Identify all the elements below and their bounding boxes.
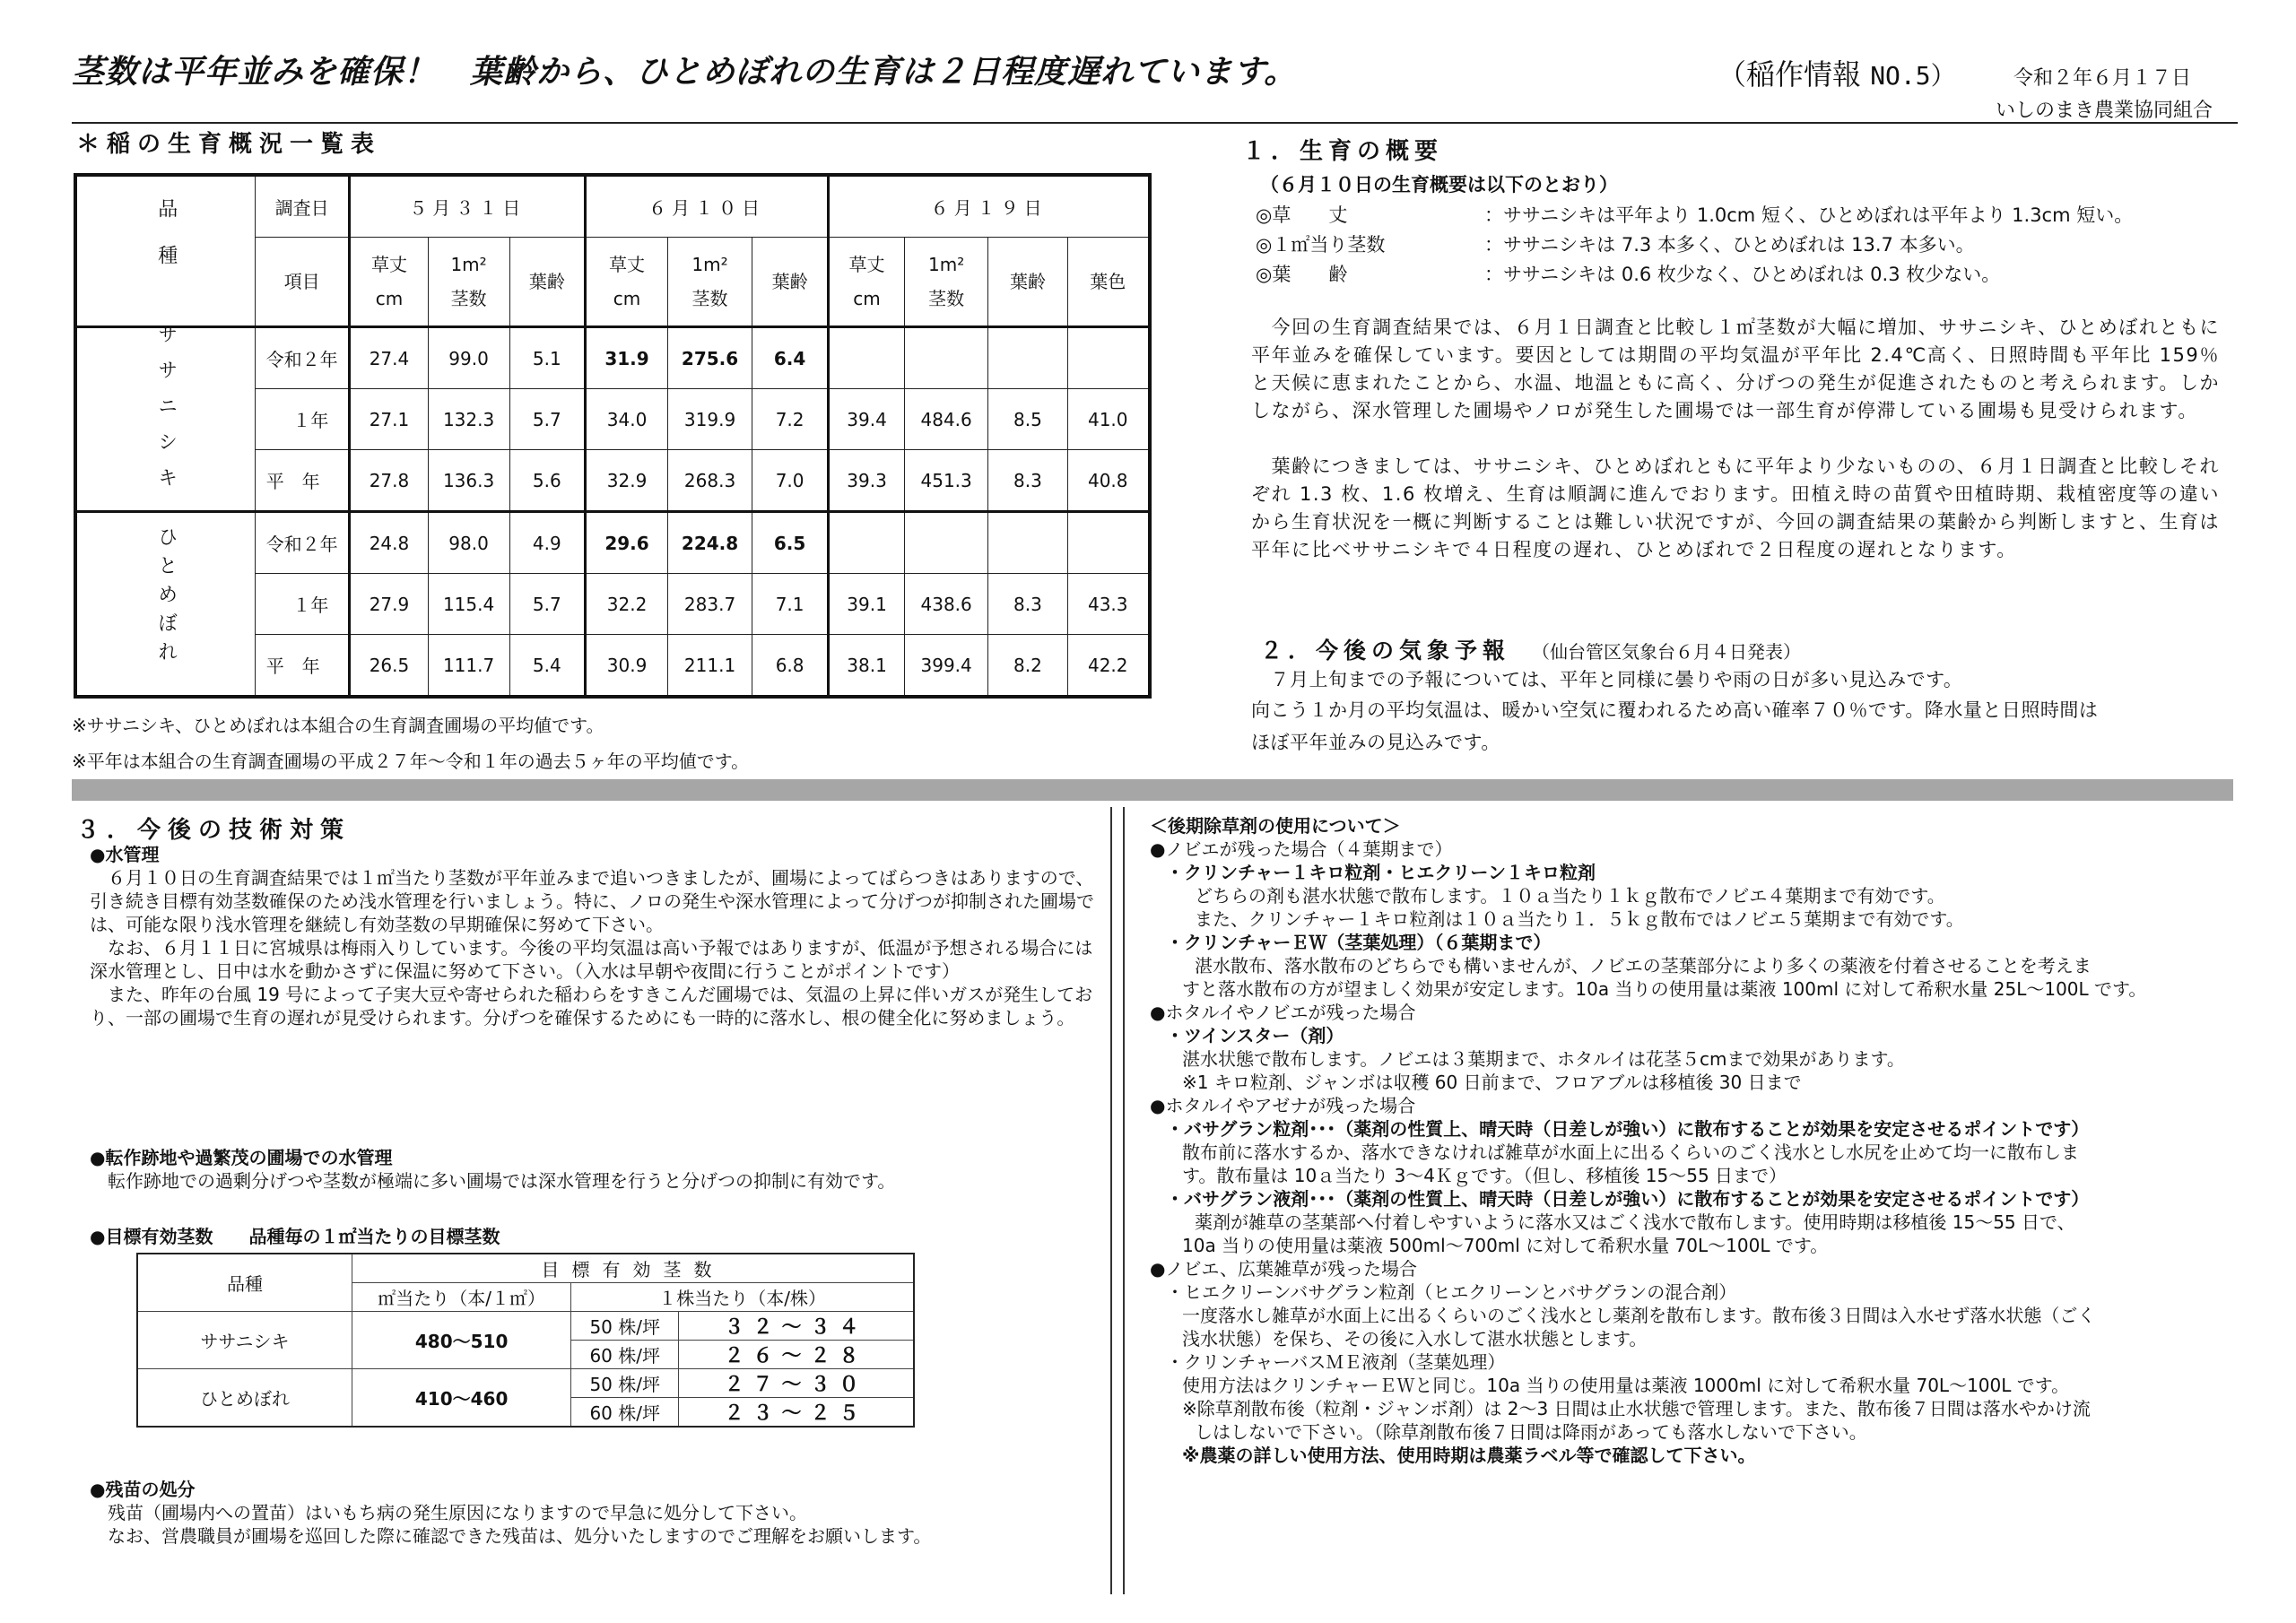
- herbicide-line: ・ヒエクリーンバサグラン粒剤（ヒエクリーンとバサグランの混合剤）: [1166, 1281, 1737, 1303]
- growth-table: [74, 173, 1152, 699]
- value-cell: 136.3: [428, 450, 509, 512]
- herbicide-line: 湛水状態で散布します。ノビエは３葉期まで、ホタルイは花茎５cmまで効果があります。: [1182, 1048, 1905, 1070]
- converted-field-management: [90, 1146, 1094, 1193]
- value-cell: 26.5: [350, 635, 428, 698]
- value-cell: 5.1: [509, 327, 585, 389]
- header-date: ６月１０日: [586, 175, 829, 238]
- value-cell: 41.0: [1067, 389, 1150, 450]
- variety-name-text: ササニシキ: [154, 323, 178, 503]
- bulletin-number: NO.5）: [1870, 61, 1956, 91]
- table-header-row: [75, 175, 1150, 238]
- value-cell: 6.8: [752, 635, 829, 698]
- herbicide-line: ・クリンチャーバスＭＥ液剤（茎葉処理）: [1166, 1351, 1506, 1373]
- target-row: [137, 1369, 914, 1398]
- value-cell: 43.3: [1067, 574, 1150, 635]
- target-heading-text: ●目標有効茎数 品種毎の１㎡当たりの目標茎数: [90, 1226, 500, 1247]
- value-cell: [988, 512, 1067, 574]
- sub-stems-label: 1m²: [450, 254, 487, 275]
- seedling-paragraph: なお、営農職員が圃場を巡回した際に確認できた残苗は、処分いたしますのでご理解をお願いします。: [90, 1525, 932, 1547]
- row-label: 平年: [255, 635, 349, 698]
- herbicide-line: ・バサグラン液剤･･･（薬剤の性質上、晴天時（日差しが強い）に散布することが効果を安定させるポイントです）: [1166, 1188, 2090, 1210]
- target-per-hill: ２６～２８: [679, 1341, 914, 1369]
- bulletin-title-text: （稲作情報: [1718, 57, 1862, 91]
- sub-stems-label: 1m²: [928, 254, 965, 275]
- value-cell: 7.0: [752, 450, 829, 512]
- growth-row: [75, 327, 1150, 389]
- header-rule: [72, 122, 2238, 124]
- herbicide-line: 使用方法はクリンチャーＥＷと同じ。10a 当りの使用量は薬液 1000ml に対して希釈水量 70L～100L です。: [1182, 1375, 2070, 1396]
- herbicide-line: ●ノビエ、広葉雑草が残った場合: [1150, 1258, 1418, 1280]
- header-variety-text: 品種: [154, 198, 178, 292]
- growth-row: [75, 512, 1150, 574]
- value-cell: 99.0: [428, 327, 509, 389]
- target-variety: ササニシキ: [137, 1312, 352, 1369]
- row-label: １年: [255, 574, 349, 635]
- value-cell: 319.9: [668, 389, 752, 450]
- value-cell: 283.7: [668, 574, 752, 635]
- herbicide-line: 湛水散布、落水散布のどちらでも構いませんが、ノビエの茎葉部分により多くの薬液を付着させることを考えま: [1195, 955, 2092, 976]
- sub-height-unit: cm: [613, 288, 641, 309]
- value-cell: 7.2: [752, 389, 829, 450]
- growth-table-body: [75, 323, 1150, 698]
- section-divider-bar: [72, 779, 2233, 801]
- target-per-m2: 480～510: [352, 1312, 570, 1369]
- sub-height-unit: cm: [853, 288, 881, 309]
- value-cell: 224.8: [668, 512, 752, 574]
- value-cell: 42.2: [1067, 635, 1150, 698]
- header-variety: [75, 175, 255, 327]
- value-cell: [1067, 327, 1150, 389]
- value-cell: 132.3: [428, 389, 509, 450]
- value-cell: 8.3: [988, 450, 1067, 512]
- sub-height-unit: cm: [375, 288, 404, 309]
- value-cell: 4.9: [509, 512, 585, 574]
- organization: いしのまき農業協同組合: [1996, 100, 2213, 122]
- herbicide-line: しはしないで下さい。（除草剤散布後７日間は降雨があっても落水しないで下さい。: [1195, 1421, 1867, 1443]
- value-cell: 6.4: [752, 327, 829, 389]
- section2-source: （仙台管区気象台６月４日発表）: [1532, 641, 1802, 663]
- sub-leaf-age: 葉齢: [988, 238, 1067, 327]
- table-note: ※平年は本組合の生育調査圃場の平成２７年～令和１年の過去５ヶ年の平均値です。: [72, 751, 750, 772]
- row-label: 令和２年: [255, 512, 349, 574]
- value-cell: 32.9: [586, 450, 668, 512]
- headline: 茎数は平年並みを確保！ 葉齢から、ひとめぼれの生育は２日程度遅れています。: [72, 54, 1298, 91]
- value-cell: 8.3: [988, 574, 1067, 635]
- sub-stems: [668, 238, 752, 327]
- section3-title: ３．今後の技術対策: [76, 817, 352, 844]
- target-per-hill: ２７～３０: [679, 1369, 914, 1398]
- target-col-target: 目標有効茎数: [352, 1254, 914, 1283]
- herbicide-line: ●ノビエが残った場合（４葉期まで）: [1150, 838, 1453, 860]
- herbicide-line: ・バサグラン粒剤･･･（薬剤の性質上、晴天時（日差しが強い）に散布することが効果を安定させるポイントです）: [1166, 1118, 2090, 1140]
- value-cell: 211.1: [668, 635, 752, 698]
- table-note: ※ササニシキ、ひとめぼれは本組合の生育調査圃場の平均値です。: [72, 715, 604, 736]
- water-management: [90, 843, 1094, 1029]
- row-label: 平年: [255, 450, 349, 512]
- target-per-m2: 410～460: [352, 1369, 570, 1428]
- sub-height-label: 草丈: [370, 254, 407, 275]
- herbicide-line: 一度落水し雑草が水面上に出るくらいのごく浅水とし薬剤を散布します。散布後３日間は入水せず落水状態（ごく: [1182, 1305, 2096, 1326]
- header-date: ６月１９日: [829, 175, 1150, 238]
- overview-height: [1256, 201, 2133, 228]
- herbicide-line: 浅水状態）を保ち、その後に入水して湛水状態とします。: [1182, 1328, 1648, 1350]
- overview-label: ◎葉 齢: [1256, 264, 1348, 285]
- target-col-per-m2: ㎡当たり（本/１㎡）: [352, 1283, 570, 1312]
- overview-leaf-age: [1256, 260, 2000, 287]
- value-cell: 98.0: [428, 512, 509, 574]
- value-cell: 31.9: [586, 327, 668, 389]
- bulletin-title: [1718, 52, 1956, 93]
- overview-text: ：ササニシキは 7.3 本多く、ひとめぼれは 13.7 本多い。: [1484, 234, 1975, 256]
- target-per-hill: ３２～３４: [679, 1312, 914, 1341]
- growth-table-heading: ＊稲の生育概況一覧表: [76, 131, 382, 158]
- column-divider: [1110, 807, 1125, 1594]
- sub-height-label: 草丈: [848, 254, 885, 275]
- herbicide-title: ＜後期除草剤の使用について＞: [1150, 815, 1401, 837]
- sub-stems-unit: 茎数: [928, 288, 965, 309]
- section2-title: [1260, 633, 1801, 665]
- target-heading: [90, 1225, 1094, 1248]
- target-row: [137, 1312, 914, 1341]
- forecast-line: ７月上旬までの予報については、平年と同様に曇りや雨の日が多い見込みです。: [1251, 669, 1963, 690]
- seedling-disposal: [90, 1478, 1094, 1548]
- water-paragraph: ６月１０日の生育調査結果では１㎡当たり茎数が平年並みまで追いつきましたが、圃場によってばらつきはありますので、引き続き目標有効茎数確保のため浅水管理を行いましょう。特に、ノロの発生や深水管理によって分げつが抑制された圃場では、可能な限り浅水管理を継続し有効茎数の早期確保に努めて下さい。: [90, 867, 1094, 935]
- water-heading: ●水管理: [90, 844, 160, 865]
- target-density: 50 株/坪: [571, 1312, 679, 1341]
- value-cell: 38.1: [829, 635, 905, 698]
- herbicide-section: [1150, 814, 2244, 1467]
- value-cell: 27.9: [350, 574, 428, 635]
- header-item: 項目: [255, 238, 349, 327]
- seedling-heading: ●残苗の処分: [90, 1479, 196, 1500]
- sub-height: [586, 238, 668, 327]
- seedling-paragraph: 残苗（圃場内への置苗）はいもち病の発生原因になりますので早急に処分して下さい。: [90, 1502, 807, 1523]
- target-col-per-hill: １株当たり（本/株）: [571, 1283, 914, 1312]
- section1-title: １．生育の概要: [1242, 138, 1444, 165]
- herbicide-line: ※除草剤散布後（粒剤・ジャンボ剤）は 2～3 日間は止水状態で管理します。また、散布後７日間は落水やかけ流: [1182, 1398, 2091, 1419]
- herbicide-line: ※農薬の詳しい使用方法、使用時期は農薬ラベル等で確認して下さい。: [1182, 1445, 1756, 1466]
- value-cell: 32.2: [586, 574, 668, 635]
- sub-leaf-age: 葉齢: [752, 238, 829, 327]
- overview-stems: [1256, 230, 1975, 257]
- sub-stems-unit: 茎数: [450, 288, 487, 309]
- value-cell: 6.5: [752, 512, 829, 574]
- value-cell: 39.1: [829, 574, 905, 635]
- row-label: １年: [255, 389, 349, 450]
- herbicide-line: ※1 キロ粒剤、ジャンボは収穫 60 日前まで、フロアブルは移植後 30 日まで: [1182, 1072, 1802, 1093]
- herbicide-line: すと落水散布の方が望ましく効果が安定します。10a 当りの使用量は薬液 100ml に対して希釈水量 25L～100L です。: [1182, 978, 2147, 1000]
- value-cell: 8.5: [988, 389, 1067, 450]
- row-label: 令和２年: [255, 327, 349, 389]
- value-cell: 5.7: [509, 574, 585, 635]
- overview-label: ◎草 丈: [1256, 204, 1348, 226]
- herbicide-line: ・ツインスター（剤）: [1166, 1025, 1344, 1046]
- value-cell: 27.4: [350, 327, 428, 389]
- value-cell: 5.6: [509, 450, 585, 512]
- overview-text: ：ササニシキは平年より 1.0cm 短く、ひとめぼれは平年より 1.3cm 短い。: [1484, 204, 2134, 226]
- forecast-line: ほぼ平年並みの見込みです。: [1251, 732, 1500, 753]
- herbicide-line: 薬剤が雑草の茎葉部へ付着しやすいように落水又はごく浅水で散布します。使用時期は移植後 15～55 日で、: [1195, 1211, 2075, 1233]
- value-cell: 5.4: [509, 635, 585, 698]
- value-cell: 30.9: [586, 635, 668, 698]
- header-survey-day: 調査日: [255, 175, 349, 238]
- sub-stems: [904, 238, 988, 327]
- value-cell: 399.4: [904, 635, 988, 698]
- value-cell: 5.7: [509, 389, 585, 450]
- sub-stems-label: 1m²: [691, 254, 728, 275]
- value-cell: [904, 512, 988, 574]
- sub-height-label: 草丈: [609, 254, 646, 275]
- value-cell: 7.1: [752, 574, 829, 635]
- water-paragraph: また、昨年の台風 19 号によって子実大豆や寄せられた稲わらをすきこんだ圃場では、気温の上昇に伴いガスが発生しており、一部の圃場で生育の遅れが見受けられます。分げつを確保するためにも一時的に落水し、根の健全化に努めましょう。: [90, 984, 1093, 1028]
- value-cell: 39.4: [829, 389, 905, 450]
- herbicide-lines: [1150, 838, 2244, 1467]
- target-density: 60 株/坪: [571, 1341, 679, 1369]
- value-cell: 29.6: [586, 512, 668, 574]
- value-cell: [904, 327, 988, 389]
- water-paragraph: なお、６月１１日に宮城県は梅雨入りしています。今後の平均気温は高い予報ではありますが、低温が予想される場合には深水管理とし、日中は水を動かさずに保温に努めて下さい。（入水は早朝や夜間に行うことがポイントです）: [90, 937, 1093, 982]
- section2-title-text: ２．今後の気象予報: [1260, 638, 1511, 664]
- value-cell: 8.2: [988, 635, 1067, 698]
- value-cell: 268.3: [668, 450, 752, 512]
- target-header-row: [137, 1254, 914, 1283]
- herbicide-line: また、クリンチャー１キロ粒剤は１０ａ当たり１．５ｋｇ散布ではノビエ５葉期まで有効です。: [1195, 908, 1964, 930]
- target-per-hill: ２３～２５: [679, 1398, 914, 1428]
- value-cell: 115.4: [428, 574, 509, 635]
- sub-height: [829, 238, 905, 327]
- value-cell: 34.0: [586, 389, 668, 450]
- value-cell: 451.3: [904, 450, 988, 512]
- target-density: 50 株/坪: [571, 1369, 679, 1398]
- target-col-variety: 品種: [137, 1254, 352, 1312]
- value-cell: 484.6: [904, 389, 988, 450]
- herbicide-line: 散布前に落水するか、落水できなければ雑草が水面上に出るくらいのごく浅水とし水尻を止めて均一に散布しま: [1182, 1141, 2079, 1163]
- bulletin-date: 令和２年６月１７日: [2013, 67, 2192, 90]
- value-cell: 438.6: [904, 574, 988, 635]
- sub-height: [350, 238, 428, 327]
- variety-name: [75, 323, 255, 512]
- variety-name: [75, 512, 255, 698]
- value-cell: 275.6: [668, 327, 752, 389]
- target-variety: ひとめぼれ: [137, 1369, 352, 1428]
- herbicide-line: ●ホタルイやアゼナが残った場合: [1150, 1095, 1416, 1116]
- section1-subtitle: （６月１０日の生育概要は以下のとおり）: [1260, 174, 1618, 195]
- converted-paragraph: 転作跡地での過剰分げつや茎数が極端に多い圃場では深水管理を行うと分げつの抑制に有効です。: [90, 1170, 896, 1192]
- value-cell: 111.7: [428, 635, 509, 698]
- sub-leaf-color: 葉色: [1067, 238, 1150, 327]
- herbicide-line: 10a 当りの使用量は薬液 500ml～700ml に対して希釈水量 70L～100L です。: [1182, 1235, 1829, 1256]
- value-cell: [1067, 512, 1150, 574]
- herbicide-line: ●ホタルイやノビエが残った場合: [1150, 1002, 1416, 1023]
- variety-name-text: ひとめぼれ: [154, 525, 178, 670]
- section1-paragraph1: 今回の生育調査結果では、６月１日調査と比較し１㎡茎数が大幅に増加、ササニシキ、ひとめぼれともに平年並みを確保しています。要因としては期間の平均気温が平年比 2.4℃高く、日照時間も平年比 159％と天候に恵まれたことから、水温、地温ともに高く、分げつの発生が促進されたものと考えられます。しかしながら、深水管理した圃場やノロが発生した圃場では一部生育が停滞している圃場も見受けられます。: [1251, 317, 2220, 421]
- value-cell: 24.8: [350, 512, 428, 574]
- value-cell: 27.8: [350, 450, 428, 512]
- value-cell: 40.8: [1067, 450, 1150, 512]
- herbicide-line: す。散布量は 10ａ当たり 3～4Ｋｇです。（但し、移植後 15～55 日まで）: [1182, 1165, 1787, 1186]
- sub-leaf-age: 葉齢: [509, 238, 585, 327]
- overview-text: ：ササニシキは 0.6 枚少なく、ひとめぼれは 0.3 枚少ない。: [1484, 264, 2001, 285]
- herbicide-line: ・クリンチャーＥＷ（茎葉処理）（６葉期まで）: [1166, 932, 1552, 953]
- value-cell: 39.3: [829, 450, 905, 512]
- converted-heading: ●転作跡地や過繁茂の圃場での水管理: [90, 1147, 393, 1168]
- value-cell: [829, 327, 905, 389]
- value-cell: [988, 327, 1067, 389]
- sub-stems: [428, 238, 509, 327]
- sub-stems-unit: 茎数: [691, 288, 728, 309]
- header-date: ５月３１日: [350, 175, 586, 238]
- herbicide-line: ・クリンチャー１キロ粒剤・ヒエクリーン１キロ粒剤: [1166, 862, 1596, 883]
- value-cell: 27.1: [350, 389, 428, 450]
- herbicide-line: どちらの剤も湛水状態で散布します。１０ａ当たり１ｋｇ散布でノビエ４葉期まで有効です。: [1195, 885, 1945, 907]
- section1-paragraph2: 葉齢につきましては、ササニシキ、ひとめぼれともに平年より少ないものの、６月１日調査と比較しそれぞれ 1.3 枚、1.6 枚増え、生育は順調に進んでおります。田植え時の苗質や田植時期、栽植密度等の違いから生育状況を一概に判断することは難しい状況ですが、今回の調査結果の葉齢から判断しますと、生育は平年に比べササニシキで４日程度の遅れ、ひとめぼれで２日程度の遅れとなります。: [1251, 456, 2220, 560]
- value-cell: [829, 512, 905, 574]
- target-density: 60 株/坪: [571, 1398, 679, 1428]
- overview-label: ◎１㎡当り茎数: [1256, 234, 1386, 256]
- forecast-line: 向こう１か月の平均気温は、暖かい空気に覆われるため高い確率７０％です。降水量と日照時間は: [1251, 699, 2099, 721]
- target-stems-table: [136, 1253, 915, 1428]
